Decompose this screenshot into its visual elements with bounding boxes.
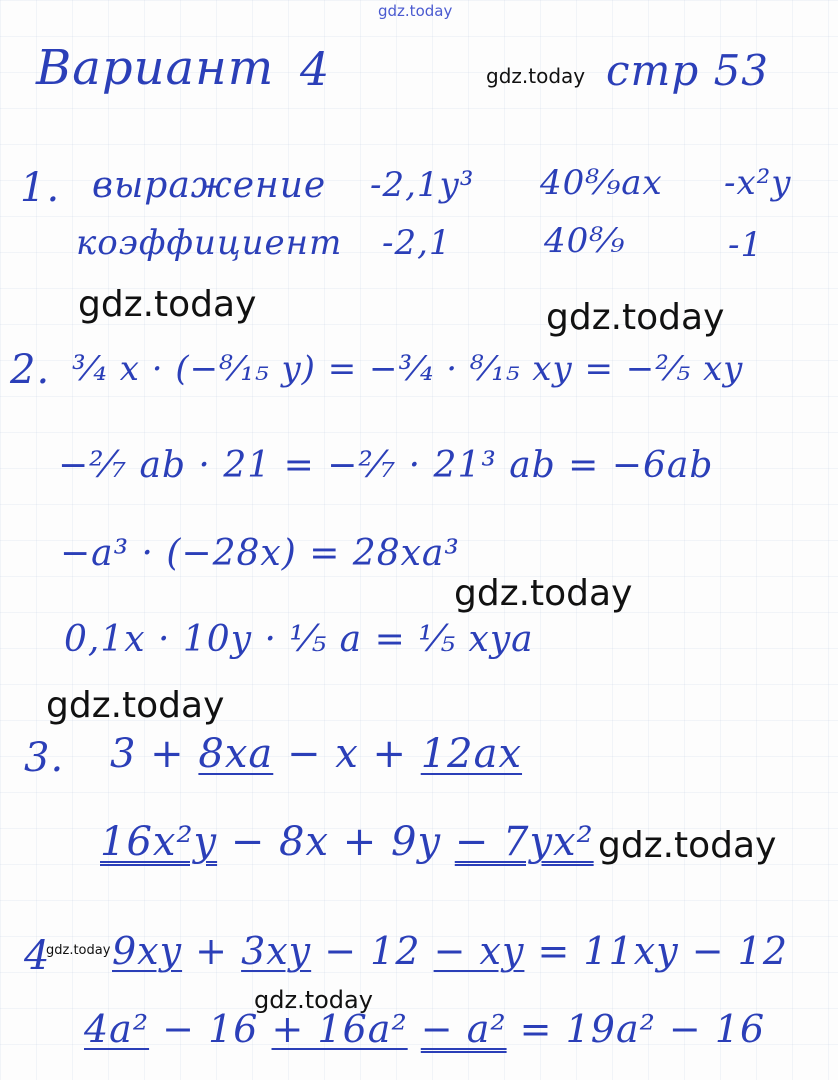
watermark-small: gdz.today [46,943,111,958]
task2-line: −a³ · (−28x) = 28xa³ [60,533,460,574]
task3-term-underlined: 8xa [198,731,274,777]
variant-title: Вариант [36,40,275,96]
task4-term [408,1007,421,1051]
task3-term-underlined: 16x²y [100,819,218,865]
task2-line: −²⁄₇ ab · 21 = −²⁄₇ · 21³ ab = −6ab [58,445,714,486]
task4-term-underlined: 9xy [112,929,183,973]
task3-number: 3. [24,735,65,781]
watermark-header: gdz.today [486,64,586,88]
task4-term: = 19a² − 16 [506,1007,766,1051]
task3-term: − x + [273,731,421,777]
task1-row2-value: 40⁸⁄₉ [544,221,626,261]
task4-term: + [182,929,242,973]
task1-row2-value: -1 [728,225,764,265]
task1-row2-value: -2,1 [382,223,452,263]
task1-row1-label: выражение [92,165,327,206]
watermark: gdz.today [598,825,777,866]
watermark: gdz.today [546,297,725,338]
task4-term-underlined: − xy [433,929,525,973]
task4-term: − 12 [311,929,434,973]
variant-number: 4 [300,42,331,96]
task4-term: − 16 [149,1007,272,1051]
task1-row2-label: коэффициент [76,223,343,263]
task1-number: 1. [20,165,61,211]
task2-line: 0,1x · 10y · ¹⁄₅ a = ¹⁄₅ xya [64,619,534,660]
task2-number: 2. [10,347,51,393]
task3-term: − 8x + 9y [217,819,455,865]
watermark: gdz.today [454,573,633,614]
task3-line1 [110,731,523,777]
watermark-top: gdz.today [378,2,453,20]
task4-line2 [84,1007,766,1051]
task3-term: 3 + [110,731,199,777]
task1-row1-value: 40⁸⁄₉ax [540,163,663,203]
task4-term-underlined: − a² [420,1007,507,1051]
watermark: gdz.today [78,284,257,325]
task3-term-underlined: 12ax [420,731,523,777]
task4-term-underlined: 4a² [84,1007,150,1051]
task4-term-underlined: + 16a² [271,1007,408,1051]
task4-number: 4 [24,933,51,979]
task4-line1 [112,929,789,973]
page-label: стр 53 [606,46,770,95]
task4-term: = 11xy − 12 [524,929,789,973]
task3-line2 [100,819,594,865]
watermark: gdz.today [254,986,373,1014]
task4-term-underlined: 3xy [241,929,312,973]
task1-row1-value: -2,1y³ [370,165,475,205]
watermark: gdz.today [46,685,225,726]
task2-line: ³⁄₄ x · (−⁸⁄₁₅ y) = −³⁄₄ · ⁸⁄₁₅ xy = −²⁄₅ xy [72,349,744,389]
task1-row1-value: -x²y [724,163,792,203]
task3-term-underlined: − 7yx² [454,819,594,865]
